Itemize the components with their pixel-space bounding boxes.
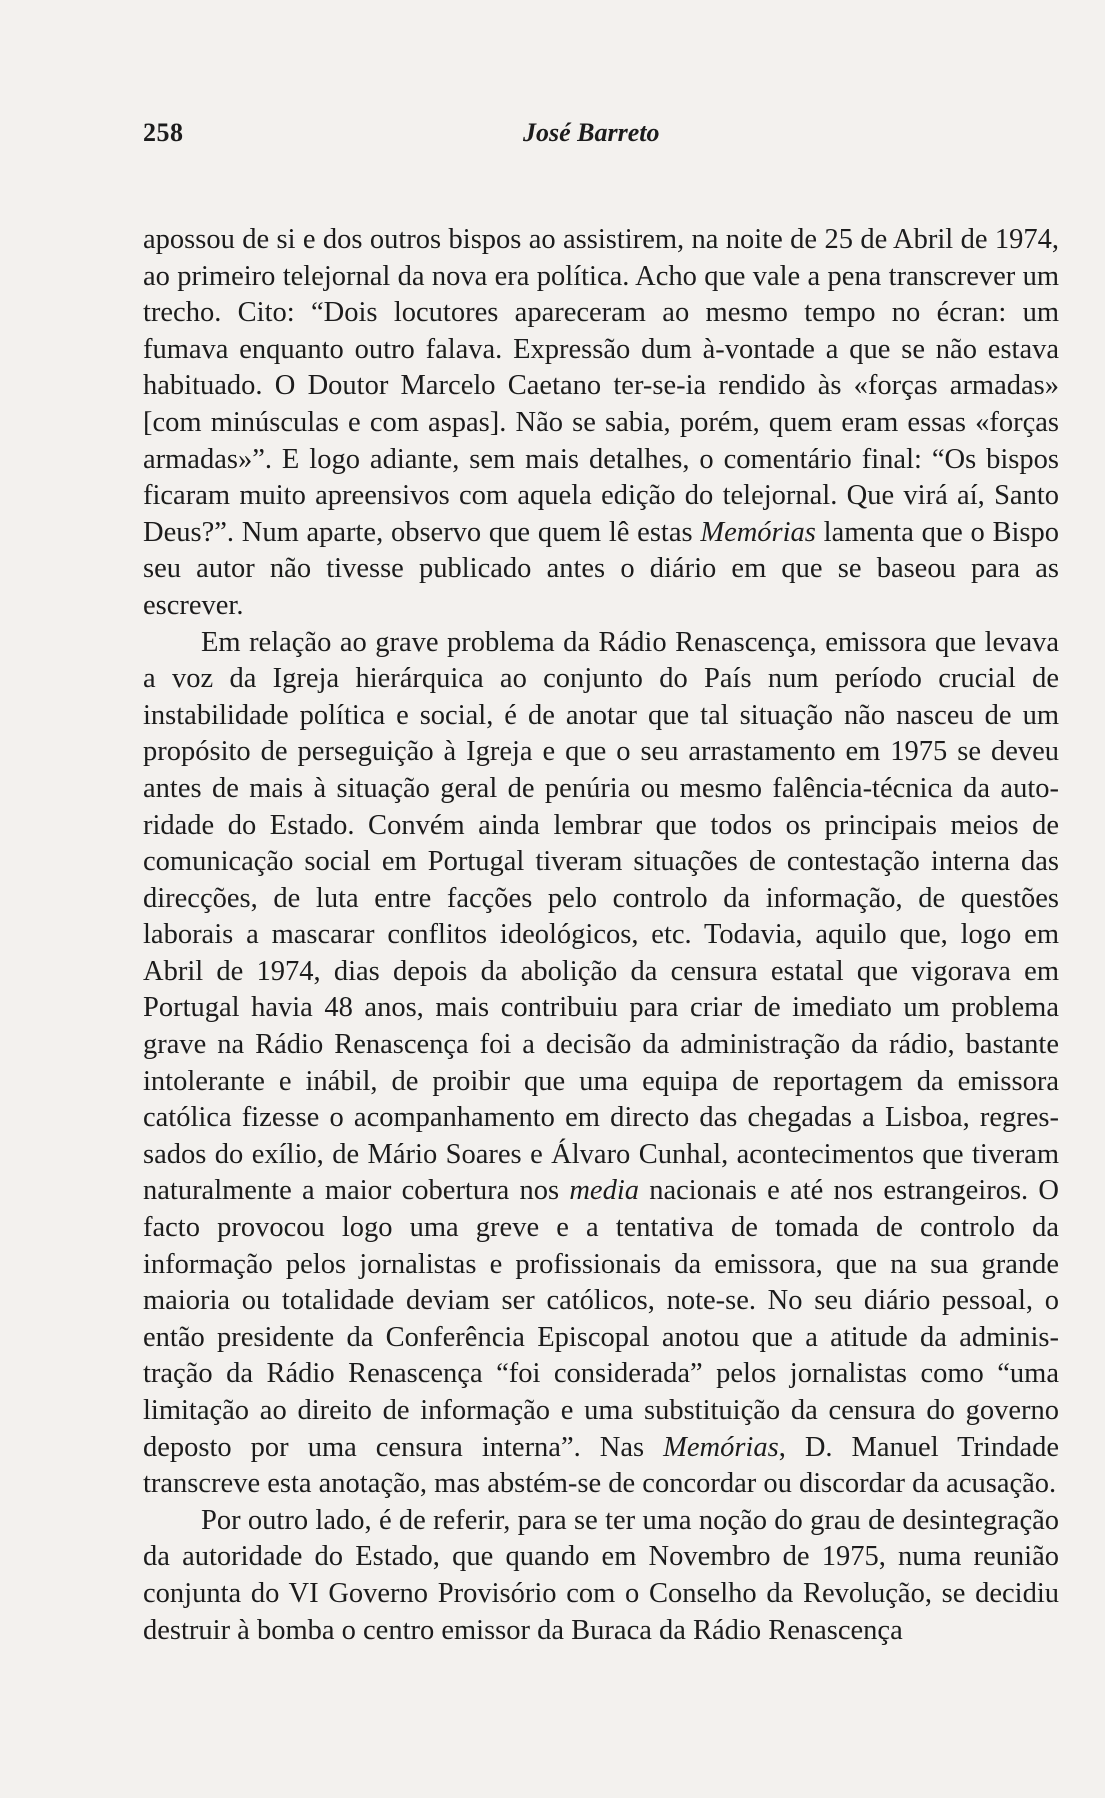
paragraph-2-text-c: , D. Manuel Trindade transcreve esta anotação, mas abstém-se de concordar ou discordar da acusação. xyxy=(143,1431,1059,1500)
paragraph-1-text-b: lamenta que o Bispo seu autor não tivesse publicado antes o diário em que se baseou para as escrever. xyxy=(143,516,1059,621)
paragraph-2-italic-memorias: Memórias xyxy=(663,1431,779,1463)
body-text xyxy=(143,222,1059,1649)
paragraph-3 xyxy=(143,1503,1059,1649)
paragraph-3-text-a: Por outro lado, é de referir, para se ter uma noção do grau de desintegração da autoridade do Estado, que quando em Novembro de 1975, numa reunião conjunta do VI Governo Provisório com o Conselho da Revolução, se decidiu destruir à bomba o centro emissor da Buraca da Rádio Renascença xyxy=(143,1504,1059,1646)
paragraph-2 xyxy=(143,625,1059,1503)
paragraph-2-italic-media: media xyxy=(569,1175,639,1207)
paragraph-1-italic-memorias: Memórias xyxy=(700,516,816,548)
paragraph-1 xyxy=(143,222,1059,625)
paragraph-2-text-a: Em relação ao grave problema da Rádio Renascença, emissora que levava a voz da Igreja hierárquica ao conjunto do País num período crucial de instabilidade política e social, é de anotar que tal situação não nasceu de um propósito de perseguição à Igreja e que o seu arrastamento em 1975 se deveu antes de mais à situação geral de penúria ou mesmo falência-técnica da autoridade do Estado. Convém ainda lembrar que todos os principais meios de comunicação social em Portugal tiveram situações de contestação interna das direcções, de luta entre facções pelo controlo da informação, de questões laborais a mascarar conflitos ideológicos, etc. Todavia, aquilo que, logo em Abril de 1974, dias depois da abolição da censura estatal que vigorava em Portugal havia 48 anos, mais contribuiu para criar de imediato um problema grave na Rádio Renascença foi a decisão da administração da rádio, bastante intolerante e inábil, de proibir que uma equipa de reportagem da emissora católica fizesse o acompanhamento em directo das chegadas a Lisboa, regressados do exílio, de Mário Soares e Álvaro Cunhal, acontecimentos que tiveram naturalmente a maior cobertura nos xyxy=(143,626,1059,1207)
running-head-author: José Barreto xyxy=(523,118,660,147)
page-number: 258 xyxy=(143,118,184,147)
paragraph-2-text-b: nacionais e até nos estrangeiros. O facto provocou logo uma greve e a tentativa de tomada de controlo da informação pelos jornalistas e profissionais da emissora, que na sua grande maioria ou totalidade deviam ser católicos, note-se. No seu diário pessoal, o então presidente da Conferência Episcopal anotou que a atitude da administração da Rádio Renascença “foi considerada” pelos jornalistas como “uma limitação ao direito de informação e uma substituição da censura do governo deposto por uma censura interna”. Nas xyxy=(143,1175,1059,1463)
page-header xyxy=(143,118,1059,158)
paragraph-1-text-a: apossou de si e dos outros bispos ao assistirem, na noite de 25 de Abril de 1974, ao primeiro telejornal da nova era política. Acho que vale a pena transcrever um trecho. Cito: “Dois locutores apareceram ao mesmo tempo no écran: um fumava enquanto outro falava. Expressão dum à-vontade a que se não estava habituado. O Doutor Marcelo Caetano ter-se-ia rendido às «forças armadas» [com minúsculas e com aspas]. Não se sabia, porém, quem eram essas «forças armadas»”. E logo adiante, sem mais detalhes, o comentário final: “Os bispos ficaram muito apreensivos com aquela edição do telejornal. Que virá aí, Santo Deus?”. Num aparte, observo que quem lê estas xyxy=(143,224,1059,548)
